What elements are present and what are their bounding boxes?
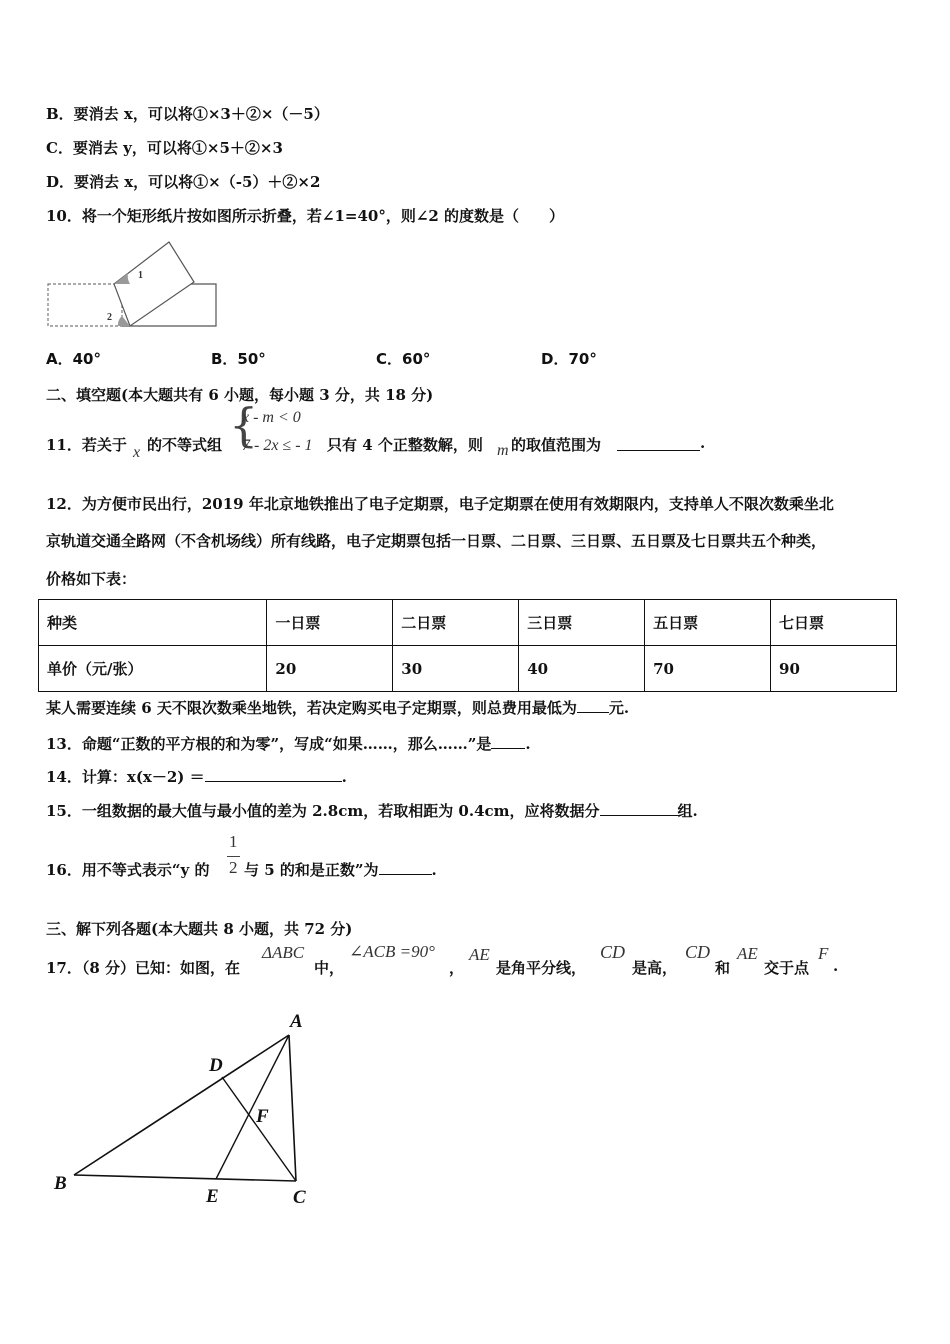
q11-var-m: m — [497, 442, 509, 459]
q10-option-b: B．50° — [211, 350, 266, 368]
table-cell: 一日票 — [267, 600, 393, 646]
table-cell: 40 — [519, 646, 645, 692]
table-cell: 70 — [645, 646, 771, 692]
q17-t6: 交于点 — [764, 959, 810, 977]
q16-end-text: 与 5 的和是正数”为 — [244, 861, 379, 879]
q17-label-a: A — [290, 1011, 303, 1032]
q11-mid: 的不等式组 — [147, 436, 223, 454]
q10-label-1: 1 — [138, 270, 143, 281]
q13-text: 13．命题“正数的平方根的和为零”，写成“如果……，那么……”是 — [46, 735, 492, 753]
q17-bisector-ae — [216, 1035, 289, 1179]
q16-answer-blank — [379, 860, 432, 875]
q16-fraction-bar — [227, 856, 240, 857]
q16-start: 16．用不等式表示“y 的 — [46, 861, 210, 879]
q17-cd2: CD — [685, 942, 711, 962]
q17-t1: 中， — [314, 959, 345, 977]
section2-heading: 二、填空题(本大题共有 6 小题，每小题 3 分，共 18 分) — [46, 386, 434, 404]
q17-f: F — [818, 944, 829, 963]
q16-fraction-denominator: 2 — [229, 858, 238, 877]
q11-period: . — [700, 434, 706, 452]
q16-fraction-numerator: 1 — [229, 832, 238, 851]
table-cell: 七日票 — [771, 600, 897, 646]
q12-price-table — [38, 599, 897, 692]
q14 — [46, 766, 347, 787]
table-cell: 三日票 — [519, 600, 645, 646]
q11-ineq1: x - m < 0 — [242, 409, 301, 426]
q10-option-d: D．70° — [541, 350, 597, 368]
q17-t2: ， — [449, 959, 465, 977]
q14-period: . — [341, 768, 347, 786]
q11-prefix: 11．若关于 — [46, 436, 127, 454]
q17-label-f: F — [256, 1106, 269, 1127]
q17-label-c: C — [293, 1187, 306, 1208]
table-cell: 20 — [267, 646, 393, 692]
section3-heading: 三、解下列各题(本大题共 8 小题，共 72 分) — [46, 920, 353, 938]
table-cell: 30 — [393, 646, 519, 692]
q17-triangle-abc: ΔABC — [262, 943, 305, 962]
q17-t4: 是高， — [632, 959, 678, 977]
q10-stem: 10．将一个矩形纸片按如图所示折叠，若∠1=40°，则∠2 的度数是（ ） — [46, 207, 565, 225]
q12-line1: 12．为方便市民出行，2019 年北京地铁推出了电子定期票，电子定期票在使用有效期限内，支持单人不限次数乘坐北 — [46, 495, 834, 513]
q17-angle-acb: ∠ACB =90° — [349, 942, 435, 961]
table-cell: 单价（元/张） — [39, 646, 267, 692]
table-row — [39, 646, 897, 692]
q13 — [46, 733, 531, 754]
q10-folded-rectangle-figure — [44, 238, 222, 332]
table-row — [39, 600, 897, 646]
q9-option-d: D．要消去 x，可以将①×（-5）＋②×2 — [46, 173, 321, 191]
q15-answer-blank — [600, 801, 678, 816]
q11-after: 只有 4 个正整数解，则 — [327, 436, 483, 454]
q17-side-ab — [74, 1035, 289, 1175]
q9-option-b: B．要消去 x，可以将①×3＋②×（－5） — [46, 105, 329, 123]
q12-answer-blank — [577, 698, 609, 713]
q15-end: 组. — [677, 802, 698, 820]
q10-option-c: C．60° — [376, 350, 431, 368]
table-cell: 种类 — [39, 600, 267, 646]
q17-t5: 和 — [715, 959, 731, 977]
q12-line2: 京轨道交通全路网（不含机场线）所有线路，电子定期票包括一日票、二日票、三日票、五日票及七日票共五个种类， — [46, 532, 827, 550]
q11-brace: { — [229, 398, 259, 452]
q17-height-cd — [222, 1077, 296, 1181]
q13-answer-blank — [491, 734, 525, 749]
q16-end — [244, 859, 437, 880]
q17-ae: AE — [469, 945, 490, 964]
q16-period: . — [431, 861, 437, 879]
q17-triangle-figure — [46, 1005, 336, 1220]
q17-side-bc — [74, 1175, 296, 1181]
q15 — [46, 800, 698, 821]
q17-t3: 是角平分线， — [496, 959, 587, 977]
q12-question-end: 元. — [608, 699, 630, 717]
q17-start: 17．（8 分）已知：如图，在 — [46, 959, 241, 977]
q17-t7: . — [833, 957, 839, 975]
q11-answer-blank — [617, 436, 700, 451]
q17-cd: CD — [600, 942, 626, 962]
table-cell: 二日票 — [393, 600, 519, 646]
q17-label-d: D — [209, 1055, 223, 1076]
q11-ineq2: 7 - 2x ≤ - 1 — [242, 437, 313, 454]
q17-side-ac — [289, 1035, 296, 1181]
q10-label-2: 2 — [107, 312, 112, 323]
q10-option-a: A．40° — [46, 350, 101, 368]
table-cell: 五日票 — [645, 600, 771, 646]
q11-suffix: 的取值范围为 — [511, 436, 602, 454]
q12-line3: 价格如下表： — [46, 570, 137, 588]
table-cell: 90 — [771, 646, 897, 692]
q9-option-c: C．要消去 y，可以将①×5＋②×3 — [46, 139, 283, 157]
q15-text: 15．一组数据的最大值与最小值的差为 2.8cm，若取相距为 0.4cm，应将数据分 — [46, 802, 600, 820]
q14-answer-blank — [205, 767, 342, 782]
q12-question-start: 某人需要连续 6 天不限次数乘坐地铁，若决定购买电子定期票，则总费用最低为 — [46, 699, 577, 717]
q10-angle1-mark — [114, 273, 130, 284]
q17-label-e: E — [206, 1186, 219, 1207]
q12-question — [46, 697, 629, 718]
q17-ae2: AE — [737, 944, 758, 963]
q14-text: 14．计算：x(x－2) ＝ — [46, 768, 205, 786]
q11-var-x: x — [133, 444, 141, 461]
q13-period: . — [525, 735, 531, 753]
q17-label-b: B — [54, 1173, 67, 1194]
